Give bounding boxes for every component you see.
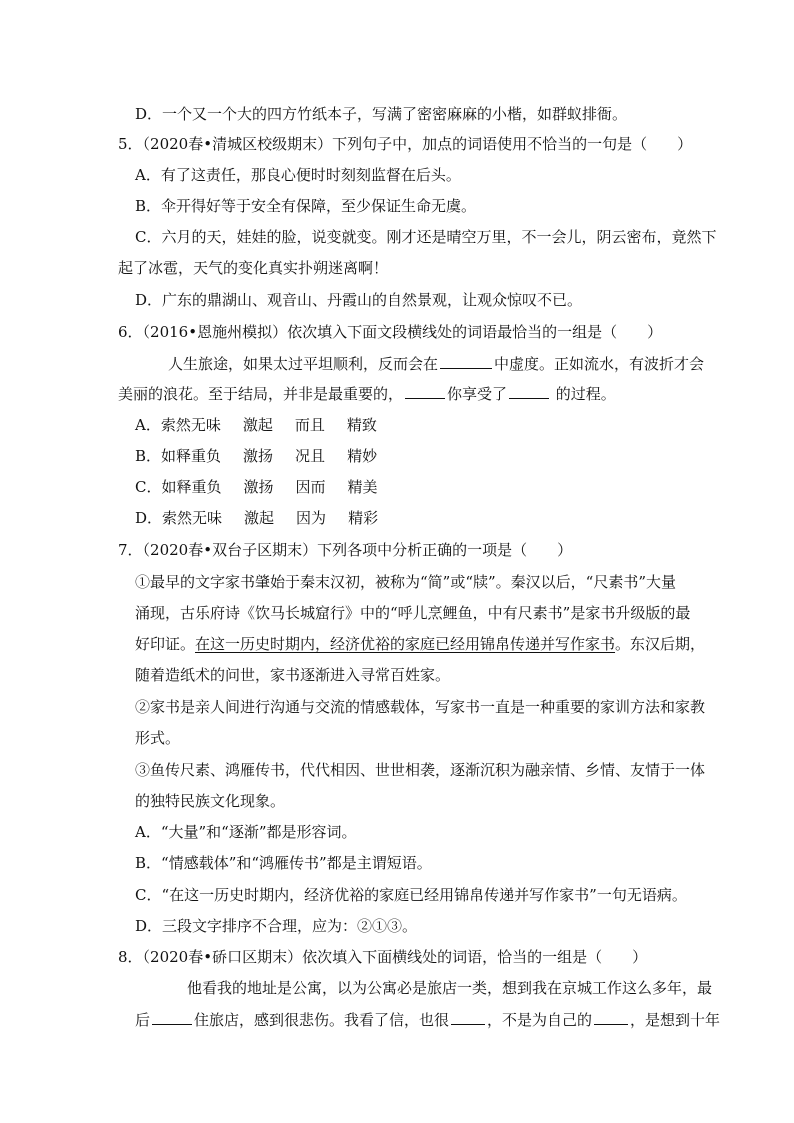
option-word: 因为 <box>296 509 327 527</box>
q6-passage-text: 美丽的浪花。至于结局，并非是最重要的， <box>118 385 404 403</box>
q7-stem: 7．（2020春•双台子区期末）下列各项中分析正确的一项是（ ） <box>118 541 573 559</box>
option-word: 精致 <box>346 416 377 434</box>
q8-text: 后 <box>135 1011 151 1029</box>
fill-blank <box>405 384 445 399</box>
fill-blank <box>451 1010 485 1025</box>
q6-passage-text: 你享受了 <box>447 385 508 403</box>
q7-paragraph1-line3 <box>0 634 794 654</box>
q5-option-b: B．伞开得好等于安全有保障，至少保证生命无虞。 <box>135 197 477 215</box>
q7-option-b: B．“情感载体”和“鸿雁传书”都是主谓短语。 <box>135 854 432 872</box>
q6-passage-text: 中虚度。正如流水，有波折才会 <box>494 355 705 373</box>
q7-paragraph1-line2: 涌现，古乐府诗《饮马长城窟行》中的“呼儿烹鲤鱼，中有尺素书”是家书升级版的最 <box>135 604 691 622</box>
q6-passage-line1 <box>0 354 794 374</box>
fill-blank <box>509 384 549 399</box>
option-word: 因而 <box>295 478 326 496</box>
q6-option-d <box>0 508 794 528</box>
q8-text: 住旅店，感到很悲伤。我看了信，也很 <box>194 1011 450 1029</box>
q7-text: 好印证。 <box>135 635 196 653</box>
q5-option-c-line1: C．六月的天，娃娃的脸，说变就变。刚才还是晴空万里，不一会儿，阴云密布，竟然下 <box>135 228 717 246</box>
option-word: 精美 <box>347 478 378 496</box>
q6-stem: 6．（2016•恩施州模拟）依次填入下面文段横线处的词语最恰当的一组是（ ） <box>118 323 663 341</box>
option-word: 而且 <box>294 416 325 434</box>
q7-paragraph3-line1: ③鱼传尺素、鸿雁传书，代代相因、世世相袭，逐渐沉积为融亲情、乡情、友情于一体 <box>135 761 706 779</box>
option-word: 激扬 <box>243 447 274 465</box>
option-word: C．如释重负 <box>135 478 222 496</box>
option-word: 激扬 <box>243 478 274 496</box>
q5-option-a: A．有了这责任，那良心便时时刻刻监督在后头。 <box>135 166 461 184</box>
underlined-sentence: 在这一历史时期内，经济优裕的家庭已经用锦帛传递并写作家书 <box>195 635 616 653</box>
fill-blank <box>152 1010 192 1025</box>
option-word: 精妙 <box>347 447 378 465</box>
q7-paragraph3-line2: 的独特民族文化现象。 <box>135 792 286 810</box>
q8-passage-line1: 他看我的地址是公寓，以为公寓必是旅店一类，想到我在京城工作这么多年，最 <box>187 979 713 997</box>
q7-option-a: A．“大量”和“逐渐”都是形容词。 <box>135 823 357 841</box>
q8-text: ，不是为自己的 <box>487 1011 593 1029</box>
q6-option-a <box>0 415 794 435</box>
q6-option-c <box>0 477 794 497</box>
q5-option-c-line2: 起了冰雹，天气的变化真实扑朔迷离啊！ <box>118 259 389 277</box>
option-word: D．索然无味 <box>135 509 223 527</box>
option-word: A．索然无味 <box>135 416 221 434</box>
option-word: B．如释重负 <box>135 447 222 465</box>
q6-passage-line2 <box>0 384 794 404</box>
q8-text: ，是想到十年 <box>630 1011 721 1029</box>
option-word: 激起 <box>242 416 273 434</box>
q6-passage-text: 人生旅途，如果太过平坦顺利，反而会在 <box>168 355 439 373</box>
q7-paragraph1-line4: 随着造纸术的问世，家书逐渐进入寻常百姓家。 <box>135 666 451 684</box>
q7-option-d: D．三段文字排序不合理，应为：②①③。 <box>135 917 418 935</box>
q7-option-c: C．“在这一历史时期内，经济优裕的家庭已经用锦帛传递并写作家书”一句无语病。 <box>135 886 687 904</box>
fill-blank <box>440 354 492 369</box>
option-word: 精彩 <box>348 509 379 527</box>
q6-passage-text: 的过程。 <box>551 385 616 403</box>
fill-blank <box>594 1010 628 1025</box>
q6-option-b <box>0 446 794 466</box>
q7-paragraph2-line2: 形式。 <box>135 729 181 747</box>
option-word: 况且 <box>295 447 326 465</box>
q7-paragraph2-line1: ②家书是亲人间进行沟通与交流的情感载体，写家书一直是一种重要的家训方法和家教 <box>135 698 706 716</box>
q5-stem: 5．（2020春•清城区校级期末）下列句子中，加点的词语使用不恰当的一句是（ ） <box>118 135 693 153</box>
q4-option-d: D．一个又一个大的四方竹纸本子，写满了密密麻麻的小楷，如群蚁排衙。 <box>135 105 628 123</box>
q8-passage-line2 <box>0 1010 794 1030</box>
q8-stem: 8．（2020春•硚口区期末）依次填入下面横线处的词语，恰当的一组是（ ） <box>118 948 648 966</box>
option-word: 激起 <box>244 509 275 527</box>
q7-paragraph1-line1: ①最早的文字家书肇始于秦末汉初，被称为“简”或“牍”。秦汉以后，“尺素书”大量 <box>135 573 677 591</box>
q5-option-d: D．广东的鼎湖山、观音山、丹霞山的自然景观，让观众惊叹不已。 <box>135 291 583 309</box>
q7-text: 。东汉后期， <box>615 635 706 653</box>
